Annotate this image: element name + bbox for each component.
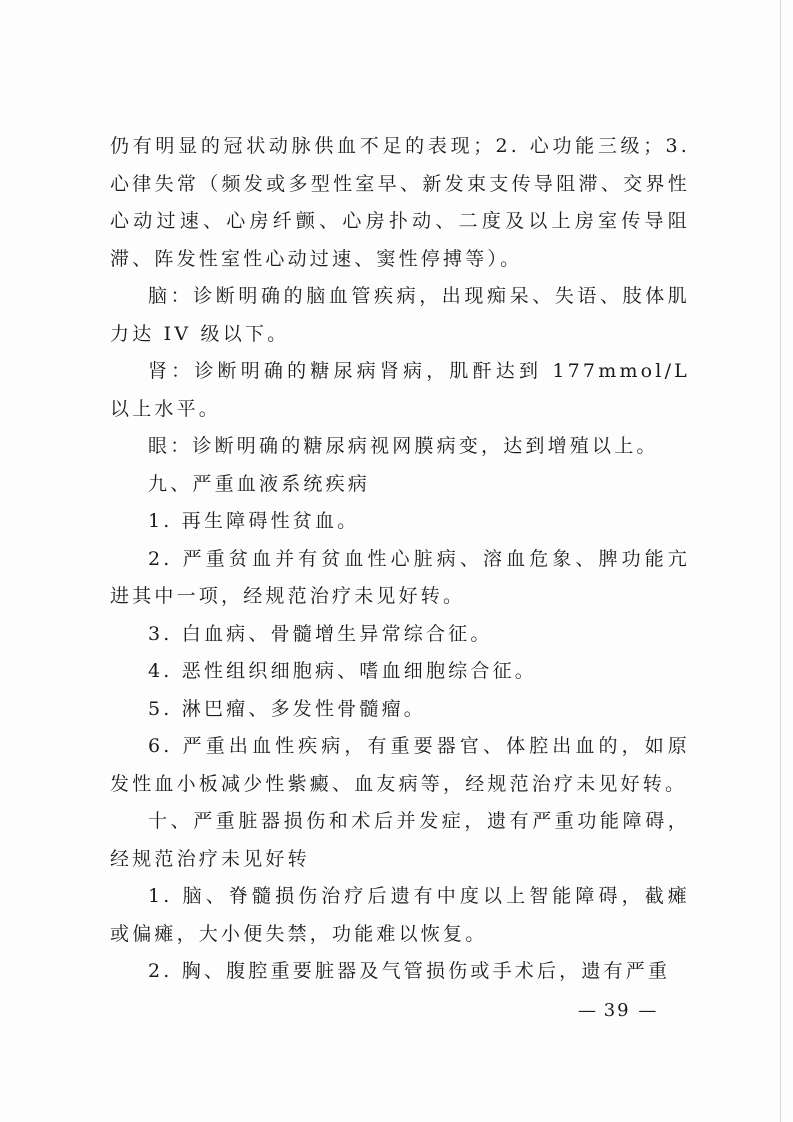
paragraph-brain: 脑：诊断明确的脑血管疾病，出现痴呆、失语、肢体肌力达 IV 级以下。 xyxy=(110,285,690,345)
list-item-severe-anemia: 2. 严重贫血并有贫血性心脏病、溶血危象、脾功能亢进其中一项，经规范治疗未见好转。 xyxy=(110,547,690,607)
list-item-thoracic-injury: 2. 胸、腹腔重要脏器及气管损伤或手术后，遗有严重 xyxy=(148,960,671,982)
paragraph-cardiac-continuation: 仍有明显的冠状动脉供血不足的表现；2. 心功能三级；3. 心律失常（频发或多型性室早、新发束支传导阻滞、交界性心动过速、心房纤颤、心房扑动、二度及以上房室传导阻滞、阵发性室性心动过速、窦性停搏等）。 xyxy=(110,135,690,270)
page-number-dash-right: — xyxy=(638,1000,657,1021)
list-item-lymphoma: 5. 淋巴瘤、多发性骨髓瘤。 xyxy=(148,697,426,720)
paragraph-eye: 眼：诊断明确的糖尿病视网膜病变，达到增殖以上。 xyxy=(148,435,659,457)
section-heading-organ-injury: 十、严重脏器损伤和术后并发症，遗有严重功能障碍，经规范治疗未见好转 xyxy=(110,810,690,870)
list-item-histiocytosis: 4. 恶性组织细胞病、嗜血细胞综合征。 xyxy=(148,660,537,682)
document-body xyxy=(110,128,690,991)
paragraph-kidney: 肾：诊断明确的糖尿病肾病，肌酐达到 177mmol/L 以上水平。 xyxy=(110,360,690,420)
list-item-hemorrhagic-disease: 6. 严重出血性疾病，有重要器官、体腔出血的，如原发性血小板减少性紫癜、血友病等，经规范治疗未见好转。 xyxy=(110,735,690,795)
page-number: 39 xyxy=(603,1000,631,1021)
list-item-leukemia: 3. 白血病、骨髓增生异常综合征。 xyxy=(148,622,493,645)
list-item-spinal-injury: 1. 脑、脊髓损伤治疗后遗有中度以上智能障碍，截瘫或偏瘫，大小便失禁，功能难以恢复。 xyxy=(110,885,690,945)
page-number-dash-left: — xyxy=(578,1000,596,1021)
scan-edge-divider xyxy=(780,0,781,1122)
page-number-footer xyxy=(578,1000,656,1021)
list-item-aplastic-anemia: 1. 再生障碍性贫血。 xyxy=(148,510,360,532)
section-heading-blood-diseases: 九、严重血液系统疾病 xyxy=(148,472,371,495)
